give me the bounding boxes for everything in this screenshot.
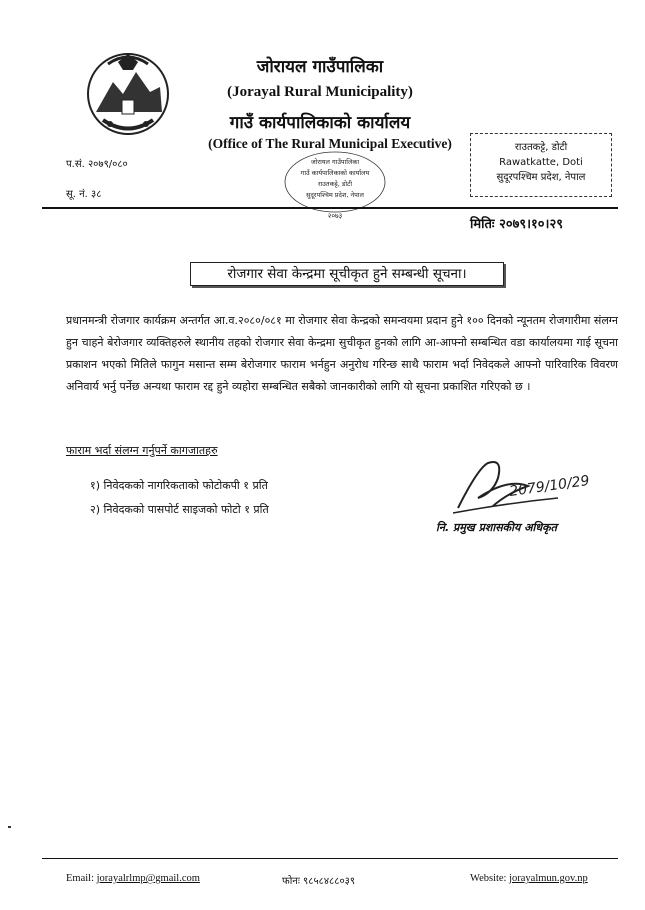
municipality-name-np: जोरायल गाउँपालिका bbox=[256, 57, 384, 77]
notice-title: रोजगार सेवा केन्द्रमा सूचीकृत हुने सम्बन्धी सूचना। bbox=[190, 262, 504, 286]
website-link[interactable]: jorayalmun.gov.np bbox=[509, 873, 588, 884]
footer-divider bbox=[42, 858, 618, 859]
address-line-2: Rawatkatte, Doti bbox=[499, 157, 583, 168]
documents-heading: फाराम भर्दा संलग्न गर्नुपर्ने कागजातहरु bbox=[66, 444, 218, 457]
footer-website bbox=[470, 873, 588, 884]
address-box bbox=[470, 133, 612, 197]
office-stamp bbox=[280, 150, 390, 222]
footer-phone: फोनः ९८५८४८८०३९ bbox=[282, 876, 356, 887]
issue-date: मितिः २०७९।१०।२९ bbox=[470, 217, 564, 232]
office-name-en: (Office of The Rural Municipal Executive) bbox=[208, 136, 452, 151]
document-item-1: १) निवेदकको नागरिकताको फोटोकपी १ प्रति bbox=[90, 479, 268, 492]
header-divider bbox=[42, 207, 618, 209]
office-name-np: गाउँ कार्यपालिकाको कार्यालय bbox=[229, 113, 411, 133]
signature-date: 2079/10/29 bbox=[508, 472, 591, 500]
notice-body: प्रधानमन्त्री रोजगार कार्यक्रम अन्तर्गत आ.व.२०८०/०८१ मा रोजगार सेवा केन्द्रको समन्वयमा प्रदान हुने १०० दिनको न्यूनतम रोजगारीमा संलग्न हुन चाहने बेरोजगार व्यक्तिहरुले स्थानीय तहको रोजगार सेवा केन्द्रमा सुचीकृत हुनको लागि आ-आफ्नो सम्बन्धित वडा कार्यालयमा गाई सूचना प्रकाशन भएको मितिले फागुन मसान्त सम्म बेरोजगार फाराम भर्नहुन अनुरोध गरिन्छ साथै फाराम भर्दा निवेदकले आफ्नो पारिवारिक विवरण अनिवार्य भर्नु पर्नेछ अन्यथा फाराम रद्द हुने व्यहोरा सम्बन्धित सबैको जानकारीको लागि यो सूचना प्रकाशित गरिएको छ । bbox=[66, 314, 618, 393]
stamp-line-3: राउतकट्टे, डोटी bbox=[317, 180, 353, 188]
stamp-line-1: जोरायल गाउँपालिका bbox=[310, 158, 360, 166]
nepal-emblem-icon bbox=[78, 42, 178, 142]
scan-speck bbox=[8, 826, 11, 828]
stamp-line-4: सुदूरपश्चिम प्रदेश, नेपाल bbox=[306, 191, 364, 199]
reference-number: सू. नं. ३८ bbox=[66, 189, 102, 200]
fiscal-year: प.सं. २०७९/०८० bbox=[66, 159, 128, 170]
stamp-year: २०७३ bbox=[327, 212, 343, 220]
municipality-name-en: (Jorayal Rural Municipality) bbox=[227, 84, 413, 100]
stamp-line-2: गाउँ कार्यपालिकाको कार्यालय bbox=[300, 169, 370, 177]
email-link[interactable]: jorayalrlmp@gmail.com bbox=[96, 873, 200, 884]
website-label: Website: bbox=[470, 873, 507, 884]
document-item-2: २) निवेदकको पासपोर्ट साइजको फोटो १ प्रति bbox=[90, 503, 269, 516]
footer-email bbox=[66, 873, 200, 884]
signature-image bbox=[448, 458, 608, 518]
signatory-title: नि. प्रमुख प्रशासकीय अधिकृत bbox=[436, 521, 557, 534]
address-line-1: राउतकट्टे, डोटी bbox=[514, 142, 568, 153]
email-label: Email: bbox=[66, 873, 94, 884]
address-line-3: सुदूरपश्चिम प्रदेश, नेपाल bbox=[496, 172, 586, 183]
